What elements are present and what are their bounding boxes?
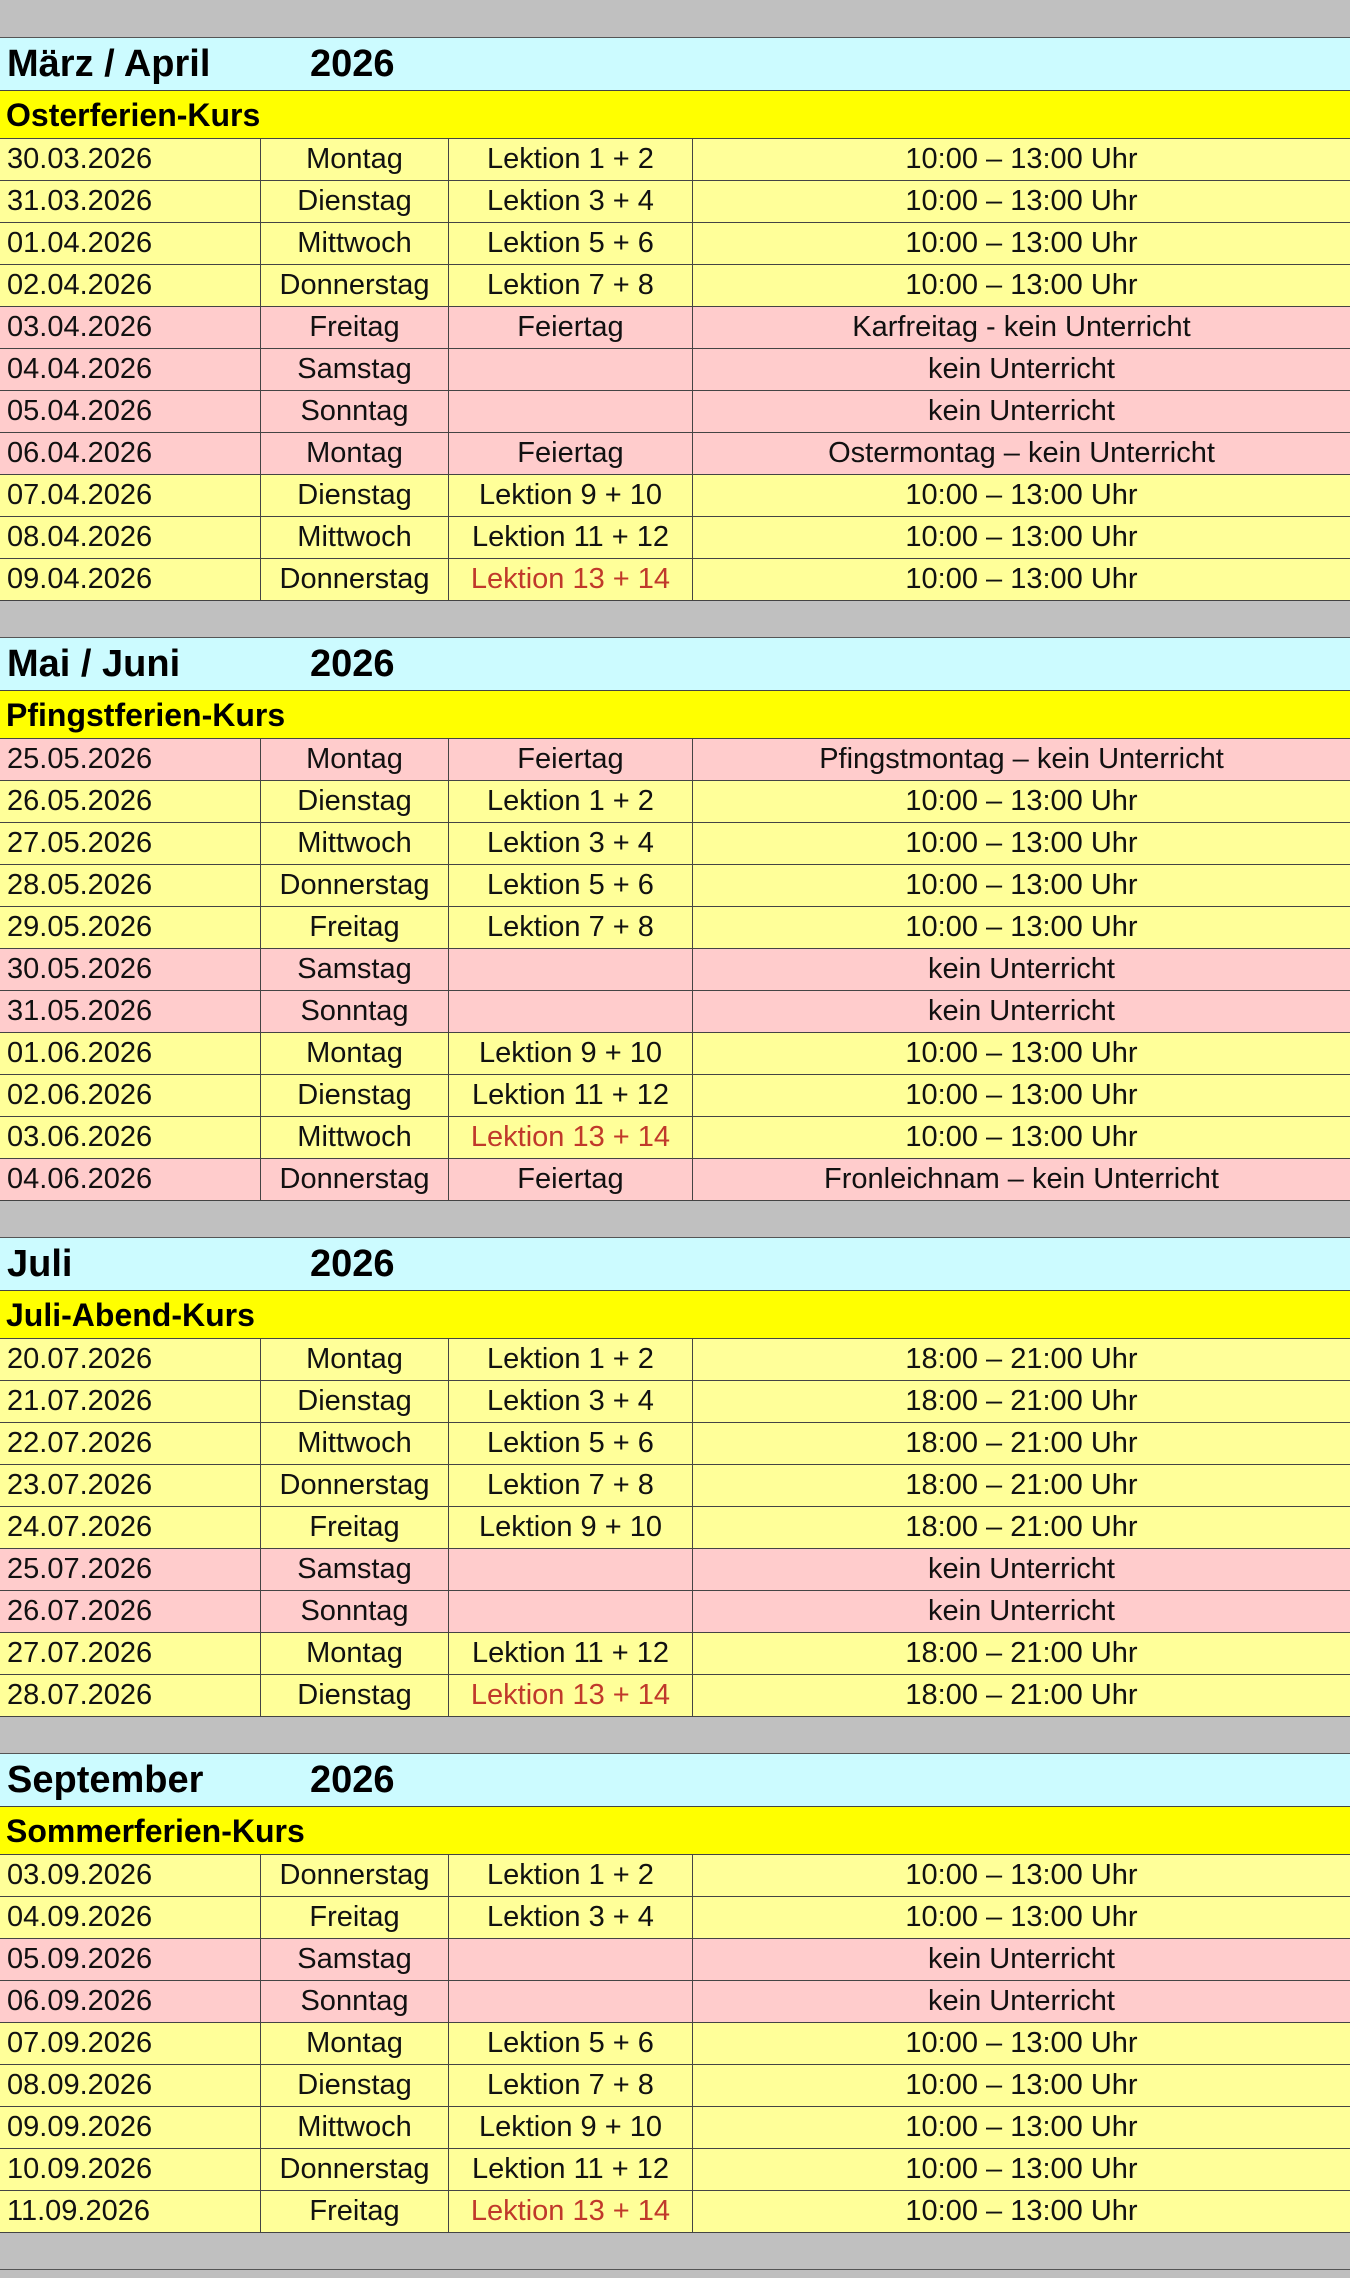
- table-row: [0, 739, 1350, 781]
- table-row: [0, 781, 1350, 823]
- weekday-cell: Montag: [261, 1339, 449, 1380]
- weekday-cell: Samstag: [261, 949, 449, 990]
- separator-row: [0, 1201, 1350, 1238]
- month-name: Mai / Juni: [7, 643, 181, 685]
- table-row: [0, 1033, 1350, 1075]
- date-cell: 08.04.2026: [0, 517, 261, 558]
- table-row: [0, 823, 1350, 865]
- weekday-cell: Montag: [261, 139, 449, 180]
- lesson-cell: [449, 991, 693, 1032]
- weekday-cell: Freitag: [261, 907, 449, 948]
- date-cell: 26.07.2026: [0, 1591, 261, 1632]
- time-cell: 18:00 – 21:00 Uhr: [905, 1343, 1138, 1375]
- date-cell: 20.07.2026: [0, 1339, 261, 1380]
- weekday-cell: Freitag: [261, 1507, 449, 1548]
- course-title: Sommerferien-Kurs: [0, 1807, 1350, 1855]
- lesson-cell: Lektion 11 + 12: [449, 1633, 693, 1674]
- table-row: [0, 181, 1350, 223]
- weekday-cell: Dienstag: [261, 181, 449, 222]
- date-cell: 05.09.2026: [0, 1939, 261, 1980]
- table-row: [0, 1117, 1350, 1159]
- lesson-cell: Lektion 7 + 8: [449, 265, 693, 306]
- lesson-cell: Lektion 3 + 4: [449, 181, 693, 222]
- time-cell: 10:00 – 13:00 Uhr: [905, 785, 1138, 817]
- time-cell: 10:00 – 13:00 Uhr: [905, 479, 1138, 511]
- lesson-cell: Lektion 13 + 14: [449, 2191, 693, 2232]
- date-cell: 04.04.2026: [0, 349, 261, 390]
- table-row: [0, 517, 1350, 559]
- month-name: März / April: [7, 43, 211, 85]
- table-row: [0, 1591, 1350, 1633]
- date-cell: 05.04.2026: [0, 391, 261, 432]
- time-cell: 10:00 – 13:00 Uhr: [905, 869, 1138, 901]
- time-cell: 10:00 – 13:00 Uhr: [905, 2027, 1138, 2059]
- table-row: [0, 139, 1350, 181]
- lesson-cell: Lektion 1 + 2: [449, 1855, 693, 1896]
- lesson-cell: Feiertag: [449, 433, 693, 474]
- time-cell: kein Unterricht: [928, 1985, 1115, 2017]
- weekday-cell: Mittwoch: [261, 223, 449, 264]
- lesson-cell: Feiertag: [449, 1159, 693, 1200]
- time-cell: 18:00 – 21:00 Uhr: [905, 1511, 1138, 1543]
- time-cell: 10:00 – 13:00 Uhr: [905, 2111, 1138, 2143]
- date-cell: 27.07.2026: [0, 1633, 261, 1674]
- date-cell: 03.06.2026: [0, 1117, 261, 1158]
- time-cell: 10:00 – 13:00 Uhr: [905, 1079, 1138, 1111]
- weekday-cell: Donnerstag: [261, 265, 449, 306]
- weekday-cell: Donnerstag: [261, 1855, 449, 1896]
- month-name: Juli: [7, 1243, 73, 1285]
- lesson-cell: Lektion 7 + 8: [449, 1465, 693, 1506]
- table-row: [0, 1633, 1350, 1675]
- date-cell: 26.05.2026: [0, 781, 261, 822]
- time-cell: 10:00 – 13:00 Uhr: [905, 269, 1138, 301]
- table-row: [0, 307, 1350, 349]
- time-cell: Karfreitag - kein Unterricht: [852, 311, 1191, 343]
- lesson-cell: Lektion 1 + 2: [449, 781, 693, 822]
- lesson-cell: Lektion 9 + 10: [449, 475, 693, 516]
- weekday-cell: Freitag: [261, 2191, 449, 2232]
- month-header: [0, 38, 1350, 91]
- date-cell: 29.05.2026: [0, 907, 261, 948]
- table-row: [0, 1423, 1350, 1465]
- time-cell: 10:00 – 13:00 Uhr: [905, 1037, 1138, 1069]
- date-cell: 07.09.2026: [0, 2023, 261, 2064]
- table-row: [0, 865, 1350, 907]
- time-cell: 10:00 – 13:00 Uhr: [905, 143, 1138, 175]
- month-year: 2026: [310, 43, 395, 85]
- weekday-cell: Sonntag: [261, 391, 449, 432]
- date-cell: 09.09.2026: [0, 2107, 261, 2148]
- month-year: 2026: [310, 1759, 395, 1801]
- date-cell: 04.09.2026: [0, 1897, 261, 1938]
- table-row: [0, 2107, 1350, 2149]
- separator-row: [0, 2233, 1350, 2270]
- weekday-cell: Freitag: [261, 307, 449, 348]
- date-cell: 31.05.2026: [0, 991, 261, 1032]
- time-cell: kein Unterricht: [928, 395, 1115, 427]
- date-cell: 02.06.2026: [0, 1075, 261, 1116]
- lesson-cell: Lektion 13 + 14: [449, 1117, 693, 1158]
- table-row: [0, 391, 1350, 433]
- date-cell: 21.07.2026: [0, 1381, 261, 1422]
- date-cell: 03.09.2026: [0, 1855, 261, 1896]
- course-title: Osterferien-Kurs: [0, 91, 1350, 139]
- date-cell: 01.06.2026: [0, 1033, 261, 1074]
- weekday-cell: Dienstag: [261, 781, 449, 822]
- lesson-cell: Lektion 11 + 12: [449, 517, 693, 558]
- weekday-cell: Dienstag: [261, 1381, 449, 1422]
- course-title: Juli-Abend-Kurs: [0, 1291, 1350, 1339]
- weekday-cell: Montag: [261, 2023, 449, 2064]
- month-header: [0, 1238, 1350, 1291]
- weekday-cell: Donnerstag: [261, 865, 449, 906]
- date-cell: 31.03.2026: [0, 181, 261, 222]
- time-cell: 10:00 – 13:00 Uhr: [905, 1859, 1138, 1891]
- date-cell: 01.04.2026: [0, 223, 261, 264]
- table-row: [0, 559, 1350, 601]
- date-cell: 28.05.2026: [0, 865, 261, 906]
- date-cell: 30.05.2026: [0, 949, 261, 990]
- table-row: [0, 1855, 1350, 1897]
- time-cell: kein Unterricht: [928, 995, 1115, 1027]
- weekday-cell: Montag: [261, 433, 449, 474]
- lesson-cell: Feiertag: [449, 739, 693, 780]
- lesson-cell: Lektion 5 + 6: [449, 2023, 693, 2064]
- lesson-cell: Lektion 11 + 12: [449, 2149, 693, 2190]
- weekday-cell: Dienstag: [261, 2065, 449, 2106]
- separator-row: [0, 601, 1350, 638]
- date-cell: 06.04.2026: [0, 433, 261, 474]
- month-year: 2026: [310, 1243, 395, 1285]
- date-cell: 08.09.2026: [0, 2065, 261, 2106]
- lesson-cell: Lektion 9 + 10: [449, 1507, 693, 1548]
- weekday-cell: Dienstag: [261, 475, 449, 516]
- lesson-cell: Lektion 9 + 10: [449, 1033, 693, 1074]
- weekday-cell: Donnerstag: [261, 559, 449, 600]
- lesson-cell: Lektion 3 + 4: [449, 823, 693, 864]
- weekday-cell: Donnerstag: [261, 1159, 449, 1200]
- weekday-cell: Mittwoch: [261, 517, 449, 558]
- table-row: [0, 1981, 1350, 2023]
- weekday-cell: Samstag: [261, 1939, 449, 1980]
- table-row: [0, 1339, 1350, 1381]
- date-cell: 27.05.2026: [0, 823, 261, 864]
- table-row: [0, 1507, 1350, 1549]
- table-row: [0, 1675, 1350, 1717]
- separator-row: [0, 0, 1350, 38]
- time-cell: 18:00 – 21:00 Uhr: [905, 1637, 1138, 1669]
- time-cell: 10:00 – 13:00 Uhr: [905, 1901, 1138, 1933]
- lesson-cell: Lektion 1 + 2: [449, 1339, 693, 1380]
- time-cell: 10:00 – 13:00 Uhr: [905, 2195, 1138, 2227]
- time-cell: 18:00 – 21:00 Uhr: [905, 1679, 1138, 1711]
- table-row: [0, 1549, 1350, 1591]
- time-cell: kein Unterricht: [928, 353, 1115, 385]
- date-cell: 24.07.2026: [0, 1507, 261, 1548]
- table-row: [0, 433, 1350, 475]
- weekday-cell: Mittwoch: [261, 823, 449, 864]
- lesson-cell: Lektion 5 + 6: [449, 223, 693, 264]
- time-cell: Ostermontag – kein Unterricht: [828, 437, 1215, 469]
- date-cell: 03.04.2026: [0, 307, 261, 348]
- time-cell: kein Unterricht: [928, 1595, 1115, 1627]
- weekday-cell: Montag: [261, 1033, 449, 1074]
- lesson-cell: Lektion 3 + 4: [449, 1381, 693, 1422]
- table-row: [0, 1897, 1350, 1939]
- date-cell: 25.07.2026: [0, 1549, 261, 1590]
- lesson-cell: [449, 949, 693, 990]
- date-cell: 11.09.2026: [0, 2191, 261, 2232]
- weekday-cell: Freitag: [261, 1897, 449, 1938]
- table-row: [0, 949, 1350, 991]
- time-cell: Fronleichnam – kein Unterricht: [824, 1163, 1219, 1195]
- weekday-cell: Sonntag: [261, 991, 449, 1032]
- time-cell: 10:00 – 13:00 Uhr: [905, 827, 1138, 859]
- weekday-cell: Dienstag: [261, 1075, 449, 1116]
- lesson-cell: Lektion 9 + 10: [449, 2107, 693, 2148]
- time-cell: 18:00 – 21:00 Uhr: [905, 1427, 1138, 1459]
- table-row: [0, 1381, 1350, 1423]
- date-cell: 06.09.2026: [0, 1981, 261, 2022]
- weekday-cell: Mittwoch: [261, 1117, 449, 1158]
- month-header: [0, 1754, 1350, 1807]
- table-row: [0, 2023, 1350, 2065]
- table-row: [0, 2065, 1350, 2107]
- table-row: [0, 223, 1350, 265]
- time-cell: 18:00 – 21:00 Uhr: [905, 1469, 1138, 1501]
- lesson-cell: Lektion 11 + 12: [449, 1075, 693, 1116]
- date-cell: 02.04.2026: [0, 265, 261, 306]
- lesson-cell: Lektion 7 + 8: [449, 907, 693, 948]
- time-cell: 10:00 – 13:00 Uhr: [905, 185, 1138, 217]
- lesson-cell: [449, 1939, 693, 1980]
- weekday-cell: Montag: [261, 1633, 449, 1674]
- weekday-cell: Sonntag: [261, 1981, 449, 2022]
- lesson-cell: Lektion 13 + 14: [449, 1675, 693, 1716]
- date-cell: 10.09.2026: [0, 2149, 261, 2190]
- time-cell: 10:00 – 13:00 Uhr: [905, 2069, 1138, 2101]
- weekday-cell: Samstag: [261, 349, 449, 390]
- date-cell: 23.07.2026: [0, 1465, 261, 1506]
- date-cell: 25.05.2026: [0, 739, 261, 780]
- lesson-cell: [449, 1549, 693, 1590]
- month-name: September: [7, 1759, 204, 1801]
- table-row: [0, 2149, 1350, 2191]
- weekday-cell: Mittwoch: [261, 1423, 449, 1464]
- table-row: [0, 1939, 1350, 1981]
- month-year: 2026: [310, 643, 395, 685]
- lesson-cell: Lektion 1 + 2: [449, 139, 693, 180]
- lesson-cell: Lektion 13 + 14: [449, 559, 693, 600]
- table-row: [0, 1465, 1350, 1507]
- date-cell: 22.07.2026: [0, 1423, 261, 1464]
- time-cell: Pfingstmontag – kein Unterricht: [819, 743, 1224, 775]
- table-row: [0, 349, 1350, 391]
- date-cell: 28.07.2026: [0, 1675, 261, 1716]
- table-row: [0, 475, 1350, 517]
- weekday-cell: Samstag: [261, 1549, 449, 1590]
- time-cell: 10:00 – 13:00 Uhr: [905, 2153, 1138, 2185]
- month-header: [0, 638, 1350, 691]
- time-cell: 10:00 – 13:00 Uhr: [905, 227, 1138, 259]
- time-cell: 10:00 – 13:00 Uhr: [905, 911, 1138, 943]
- date-cell: 07.04.2026: [0, 475, 261, 516]
- lesson-cell: [449, 1591, 693, 1632]
- weekday-cell: Donnerstag: [261, 2149, 449, 2190]
- time-cell: 18:00 – 21:00 Uhr: [905, 1385, 1138, 1417]
- time-cell: kein Unterricht: [928, 1553, 1115, 1585]
- time-cell: 10:00 – 13:00 Uhr: [905, 563, 1138, 595]
- date-cell: 30.03.2026: [0, 139, 261, 180]
- date-cell: 04.06.2026: [0, 1159, 261, 1200]
- lesson-cell: Lektion 7 + 8: [449, 2065, 693, 2106]
- lesson-cell: Lektion 5 + 6: [449, 865, 693, 906]
- course-title: Pfingstferien-Kurs: [0, 691, 1350, 739]
- weekday-cell: Montag: [261, 739, 449, 780]
- time-cell: kein Unterricht: [928, 1943, 1115, 1975]
- lesson-cell: Lektion 3 + 4: [449, 1897, 693, 1938]
- table-row: [0, 991, 1350, 1033]
- lesson-cell: [449, 1981, 693, 2022]
- weekday-cell: Donnerstag: [261, 1465, 449, 1506]
- weekday-cell: Sonntag: [261, 1591, 449, 1632]
- lesson-cell: Lektion 5 + 6: [449, 1423, 693, 1464]
- time-cell: 10:00 – 13:00 Uhr: [905, 1121, 1138, 1153]
- separator-row: [0, 1717, 1350, 1754]
- weekday-cell: Mittwoch: [261, 2107, 449, 2148]
- lesson-cell: [449, 391, 693, 432]
- table-row: [0, 2191, 1350, 2233]
- time-cell: 10:00 – 13:00 Uhr: [905, 521, 1138, 553]
- time-cell: kein Unterricht: [928, 953, 1115, 985]
- table-row: [0, 265, 1350, 307]
- table-row: [0, 907, 1350, 949]
- weekday-cell: Dienstag: [261, 1675, 449, 1716]
- lesson-cell: [449, 349, 693, 390]
- table-row: [0, 1159, 1350, 1201]
- date-cell: 09.04.2026: [0, 559, 261, 600]
- table-row: [0, 1075, 1350, 1117]
- lesson-cell: Feiertag: [449, 307, 693, 348]
